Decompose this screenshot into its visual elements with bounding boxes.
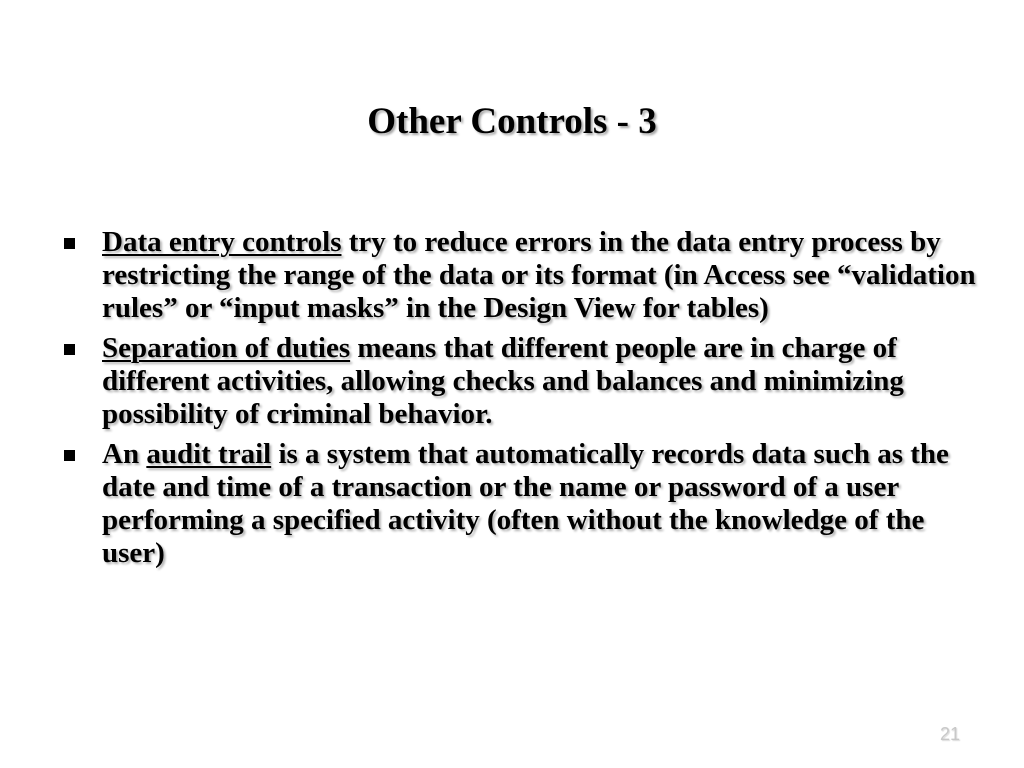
square-bullet-icon — [64, 344, 75, 355]
bullet-item-audit-trail — [60, 438, 980, 570]
bullet-list — [60, 226, 980, 577]
slide-title: Other Controls - 3 — [367, 101, 657, 142]
square-bullet-icon — [64, 450, 75, 461]
bullet-term: Data entry controls — [102, 226, 342, 258]
bullet-text: means that different people are in charge of different activities, allowing checks and balances and minimizing possibility of criminal behavior. — [102, 332, 904, 430]
bullet-term: Separation of duties — [102, 332, 351, 364]
bullet-item-data-entry-controls — [60, 226, 980, 325]
bullet-prefix: An — [102, 438, 147, 470]
page-number: 21 — [939, 724, 960, 744]
bullet-text: is a system that automatically records data such as the date and time of a transaction or the name or password of a user performing a specified activity (often without the knowledge of the user) — [102, 438, 949, 569]
bullet-item-separation-of-duties — [60, 332, 980, 431]
bullet-text: try to reduce errors in the data entry process by restricting the range of the data or its format (in Access see “validation rules” or “input masks” in the Design View for tables) — [102, 226, 976, 324]
bullet-term: audit trail — [146, 438, 272, 470]
square-bullet-icon — [64, 238, 75, 249]
